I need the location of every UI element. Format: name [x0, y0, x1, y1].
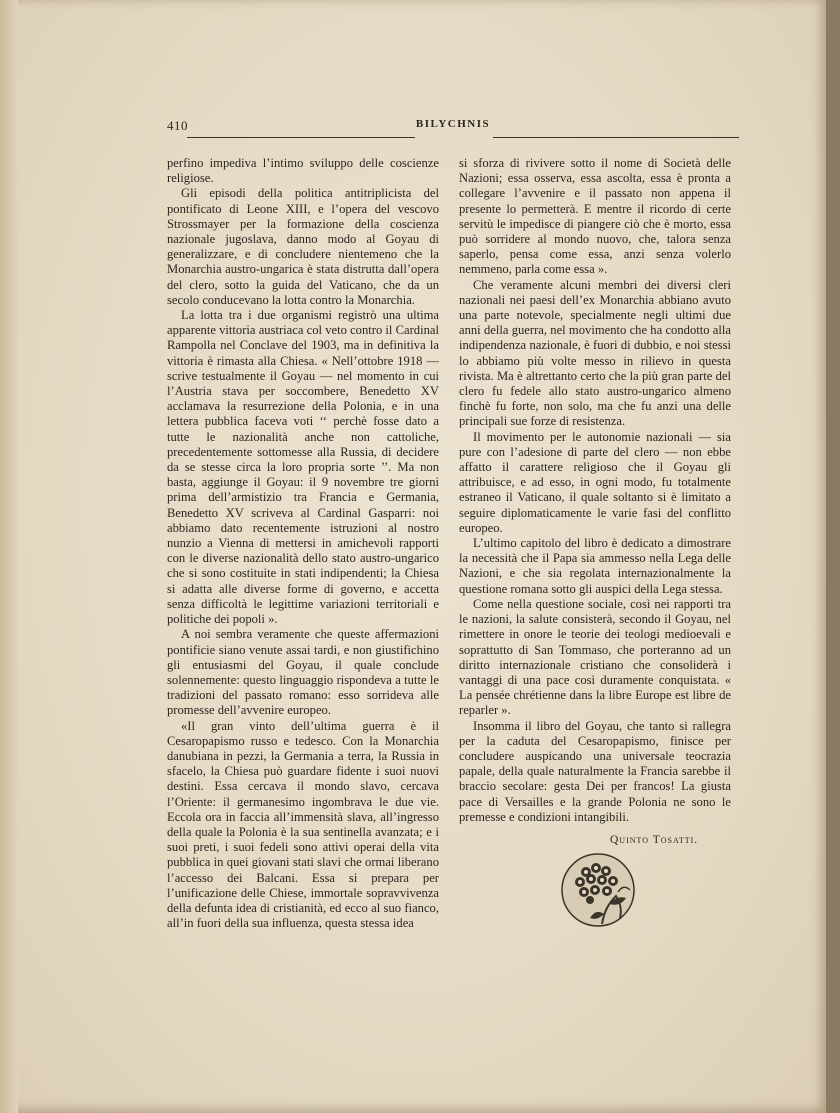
page-spine-shadow [0, 0, 18, 1113]
right-column [459, 156, 731, 825]
page-number: 410 [167, 118, 188, 133]
paragraph: «Il gran vinto dell’ultima guerra è il Cesaropapismo russo e tedesco. Con la Monarchia danubiana in pezzi, la Germania a terra, la Russia in sfacelo, la Chiesa può guardare fidente i suoi nuovi destini. Essa cercava il mondo slavo, cercava l’Oriente: il germanesimo ingombrava le due vie. Eccola ora in faccia all’immensità slava, all’ingresso della quale la Polonia è la sua sentinella avanzata; e i suoi preti, i suoi fedeli sono attivi operai della vita pubblica in quei giovani stati slavi che ormai liberano l’accesso dei Balcani. Essa si prepara per l’unificazione delle Chiese, immortale sopravvivenza della defunta idea di cristianità, ed ecco al suo fianco, all’in fuori della sua influenza, questa stessa idea [167, 718, 439, 931]
paragraph: La lotta tra i due organismi registrò una ultima apparente vittoria austriaca col veto contro il Cardinal Rampolla nel Conclave del 1903, ma in definitiva la vittoria è rimasta alla Chiesa. « Nell’ottobre 1918 — scrive testualmente il Goyau — nel momento in cui l’Austria stava per soccombere, Benedetto XV acclamava la resurrezione della Polonia, e in una lettera pubblica faceva voti ‘‘ perchè fosse dato a tutte le nazionalità anche non cattoliche, precedentemente sottomesse alla Russia, di decidere da se stesse circa la loro propria sorte ’’. Ma non basta, aggiunge il Goyau: il 9 novembre tre giorni prima dell’armistizio tra Francia e Germania, Benedetto XV scriveva al Cardinal Gasparri: noi abbiamo dato recentemente istruzioni al nostro nunzio a Vienna di mettersi in amichevoli rapporti con le diverse nazionalità dello stato austro-ungarico che si sono costituite in stati indipendenti; la Chiesa si adatta alle diverse forme di governo, e accetta senza difficoltà le legittime variazioni territoriali e politiche dei popoli ». [167, 308, 439, 627]
running-title: BILYCHNIS [415, 118, 491, 130]
header-rule-right [493, 137, 739, 138]
paragraph: Che veramente alcuni membri dei diversi cleri nazionali nei paesi dell’ex Monarchia abbiano avuto una parte notevole, specialmente negli ultimi due anni della guerra, nel movimento che ha condotto alla indipendenza nazionale, è fuori di dubbio, e noi stessi lo abbiamo più volte messo in rilievo in questa rivista. Ma è altrettanto certo che la più gran parte del clero fu fedele allo stato austro-ungarico almeno finchè fu forte, non solo, ma che fu anzi una delle principali sue forze di resistenza. [459, 277, 731, 429]
paragraph: L’ultimo capitolo del libro è dedicato a dimostrare la necessità che il Papa sia ammesso nella Lega delle Nazioni, e che sia regolata internazionalmente la questione romana sotto gli auspici della Lega stessa. [459, 536, 731, 596]
paragraph: perfino impediva l’intimo sviluppo delle coscienze religiose. [167, 156, 439, 186]
running-header [167, 118, 739, 140]
paragraph: Insomma il libro del Goyau, che tanto si rallegra per la caduta del Cesaropapismo, finisce per concludere auspicando una universale teocrazia papale, della quale naturalmente la Francia sarebbe il braccio secolare: gesta Dei per francos! La giusta pace di Versailles e la grande Polonia ne sono le premesse e condizioni intangibili. [459, 718, 731, 824]
left-column [167, 156, 439, 931]
paragraph: Come nella questione sociale, così nei rapporti tra le nazioni, la salute consisterà, secondo il Goyau, nel rimettere in onore le teorie dei teologi medioevali e soprattutto di San Tommaso, che porteranno ad un diritto internazionale cristiano che consoliderà i vantaggi di una pace così duramente conquistata. « La pensée chrétienne dans la libre Europe est libre de reparler ». [459, 596, 731, 718]
author-signature: Quinto Tosatti. [610, 834, 699, 846]
paragraph: si sforza di rivivere sotto il nome di Società delle Nazioni; essa osserva, essa ascolta, essa è pronta a collegare l’avvenire e il passato non appena il presente lo permetterà. E mentre il ricordo di certe servitù le impedisce di piangere ciò che è morto, essa può sorridere al mondo nuovo, che, talora senza saperlo, pensa come essa, anzi senza volerlo nemmeno, parla come essa ». [459, 156, 731, 277]
paragraph: Il movimento per le autonomie nazionali — sia pure con l’adesione di parte del clero — non ebbe affatto il carattere religioso che il Goyau gli attribuisce, e ad esso, in ogni modo, fu totalmente estraneo il Vaticano, il quale soltanto si è limitato a seguire diplomaticamente le varie fasi del conflitto europeo. [459, 429, 731, 535]
floral-vignette-icon [560, 852, 636, 928]
paragraph: A noi sembra veramente che queste affermazioni pontificie siano venute assai tardi, e non giustifichino gli entusiasmi del Goyau, il quale conclude solennemente: questo linguaggio rispondeva a tutte le tradizioni del passato romano: esso sorrideva alle promesse dell’avvenire europeo. [167, 627, 439, 718]
paragraph: Gli episodi della politica antitriplicista del pontificato di Leone XIII, e l’opera del vescovo Strossmayer per la formazione della coscienza nazionale jugoslava, danno modo al Goyau di generalizzare, e di concludere nientemeno che la Monarchia austro-ungarica è stata distrutta dall’opera del clero, sotto la guida del Vaticano, che da un secolo conducevano la lotta contro la Monarchia. [167, 186, 439, 307]
header-rule-left [187, 137, 415, 138]
